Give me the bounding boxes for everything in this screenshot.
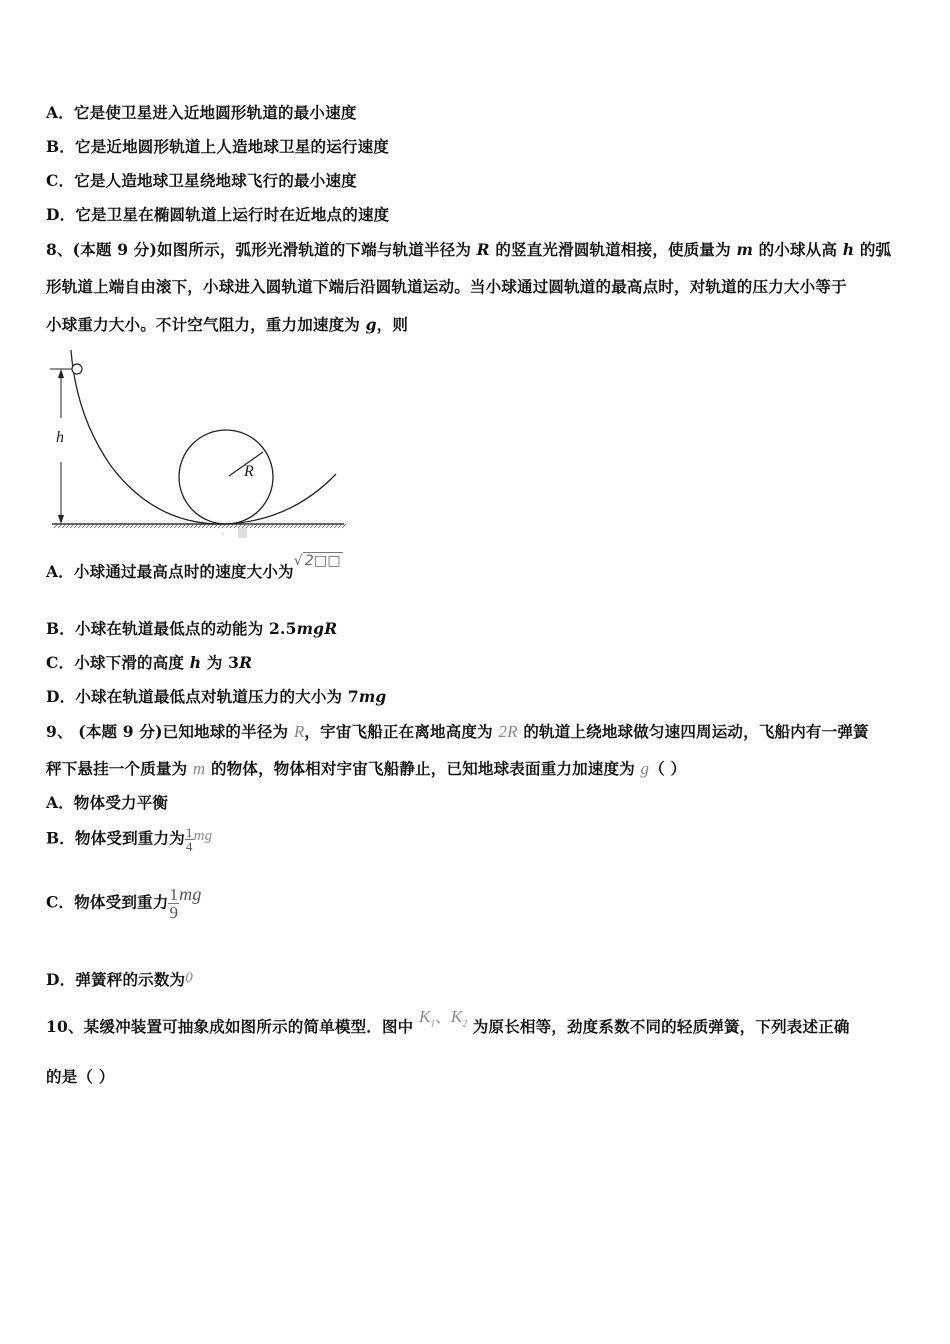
q9-option-a: A．物体受力平衡: [46, 793, 169, 812]
q8-option-b: B．小球在轨道最低点的动能为 2.5mgR: [46, 619, 338, 638]
q9-stem-line2: 秤下悬挂一个质量为 m 的物体，物体相对宇宙飞船静止，已知地球表面重力加速度为 g（ ）: [46, 759, 687, 778]
q8-option-c: C．小球下滑的高度 h 为 3R: [46, 653, 253, 672]
q9-option-d: D．弹簧秤的示数为0: [46, 970, 193, 989]
fraction-one-ninth: $\frac{1}{9}$: [169, 885, 179, 922]
q10-stem-line2: 的是（ ）: [46, 1067, 115, 1086]
label-r: R: [244, 463, 254, 480]
q7-option-d: D．它是卫星在椭圆轨道上运行时在近地点的速度: [46, 205, 390, 224]
q7-option-b: B．它是近地圆形轨道上人造地球卫星的运行速度: [46, 137, 390, 156]
ball: [72, 364, 82, 374]
q7-option-a: A．它是使卫星进入近地圆形轨道的最小速度: [46, 103, 357, 122]
q8-stem-line2: 形轨道上端自由滚下，小球进入圆轨道下端后沿圆轨道运动。当小球通过圆轨道的最高点时，对轨道的压力大小等于: [46, 277, 847, 296]
q8-stem-line1: 8、(本题 9 分)如图所示，弧形光滑轨道的下端与轨道半径为 R 的竖直光滑圆轨道相接，使质量为 m 的小球从高 h 的弧: [46, 240, 892, 259]
q10-stem-line1: 10、某缓冲装置可抽象成如图所示的简单模型．图中 $K_1$、$K_2$ 为原长相等，劲度系数不同的轻质弹簧，下列表述正确: [46, 1007, 850, 1036]
loop-circle: [179, 430, 273, 524]
q8-option-a: A．小球通过最高点时的速度大小为√ 2□□: [46, 553, 341, 581]
label-h: h: [56, 429, 64, 446]
q8-track-figure: [46, 346, 356, 546]
q9-option-c: C．物体受到重力 $\frac{1}{9}$ mg: [46, 883, 202, 922]
sqrt-expression: √ 2□□: [293, 553, 341, 569]
fraction-one-quarter: $\frac{1}{4}$: [185, 825, 193, 854]
q9-option-b: B．物体受到重力为 $\frac{1}{4}$ mg: [46, 825, 213, 854]
arc-track: [71, 350, 336, 524]
q8-stem-line3: 小球重力大小。不计空气阻力，重力加速度为 g，则: [46, 315, 409, 334]
q8-option-d: D．小球在轨道最低点对轨道压力的大小为 7mg: [46, 687, 387, 706]
q9-stem-line1: 9、 (本题 9 分)已知地球的半径为 R，宇宙飞船正在离地高度为 2R 的轨道上绕地球做匀速四周运动，飞船内有一弹簧: [46, 722, 869, 741]
q7-option-c: C．它是人造地球卫星绕地球飞行的最小速度: [46, 171, 357, 190]
